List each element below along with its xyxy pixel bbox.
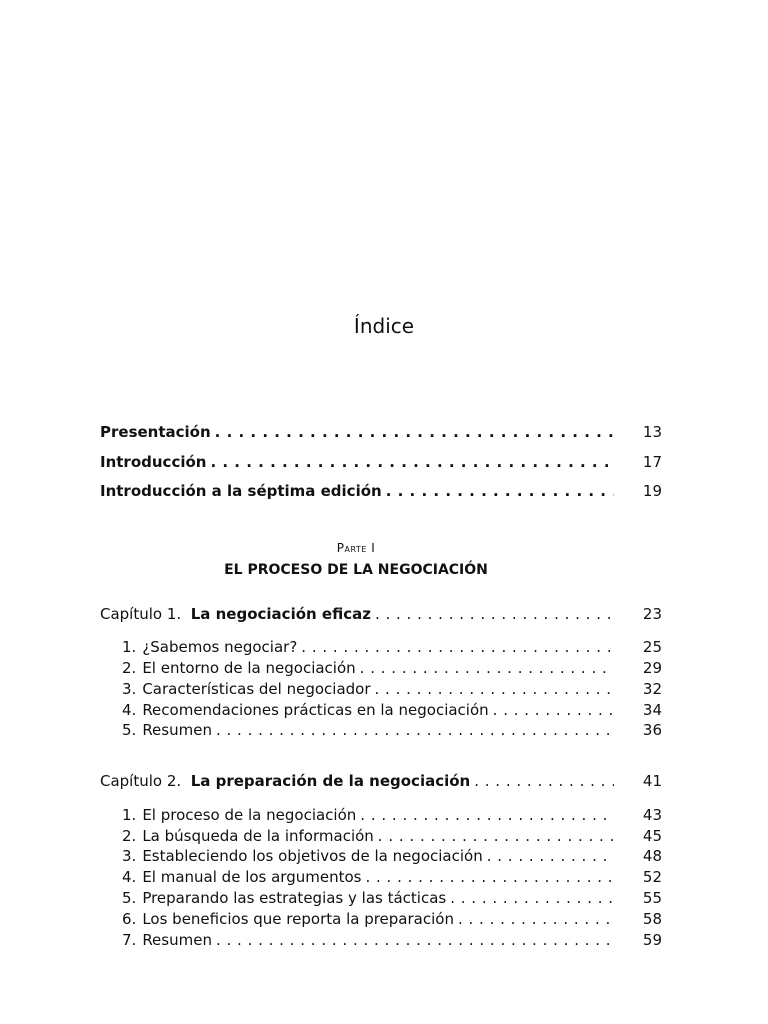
section-number: 3.	[122, 680, 137, 698]
toc-page-number: 41	[642, 772, 662, 790]
toc-section[interactable]	[100, 720, 662, 740]
toc-page-number: 17	[642, 453, 662, 471]
section-label: Los beneficios que reporta la preparación	[142, 910, 454, 928]
section-label: El entorno de la negociación	[142, 659, 356, 677]
section-label: El proceso de la negociación	[142, 806, 357, 824]
section-label: La búsqueda de la información	[142, 827, 374, 845]
toc-section-lead	[122, 846, 614, 866]
chapter-title: La negociación eficaz	[190, 605, 371, 623]
toc-section-lead	[122, 930, 614, 950]
toc-section-lead	[122, 888, 614, 908]
part-label: Parte I	[336, 541, 376, 555]
toc-entry-label: Introducción . . .	[100, 452, 614, 472]
section-label: Características del negociador	[142, 680, 371, 698]
toc-page-number: 55	[642, 889, 662, 907]
page-title: Índice	[353, 314, 415, 338]
section-label: Resumen	[142, 721, 212, 739]
chapter-prefix: Capítulo 2.	[100, 772, 182, 790]
section-number: 5.	[122, 721, 137, 739]
part-title: EL PROCESO DE LA NEGOCIACIÓN	[224, 562, 488, 578]
section-number: 3.	[122, 847, 137, 865]
section-number: 2.	[122, 827, 137, 845]
section-number: 5.	[122, 889, 137, 907]
section-label: Preparando las estrategias y las tácticas	[142, 889, 447, 907]
toc-page-number: 32	[642, 680, 662, 698]
toc-section-lead	[122, 658, 614, 678]
section-number: 1.	[122, 806, 137, 824]
section-number: 7.	[122, 931, 137, 949]
toc-section-lead	[122, 720, 614, 740]
toc-entry-introduccion-septima[interactable]	[100, 481, 662, 501]
toc-page-number: 59	[642, 931, 662, 949]
toc-page-number: 36	[642, 721, 662, 739]
toc-section-lead	[122, 637, 614, 657]
toc-page-number: 34	[642, 701, 662, 719]
toc-chapter-lead	[100, 771, 614, 791]
section-number: 4.	[122, 701, 137, 719]
toc-chapter-lead	[100, 604, 614, 624]
toc-section[interactable]	[100, 805, 662, 825]
toc-page-number: 19	[642, 482, 662, 500]
toc-chapter-2[interactable]	[100, 771, 662, 791]
toc-section-lead	[122, 826, 614, 846]
toc-page-number: 23	[642, 605, 662, 623]
section-number: 6.	[122, 910, 137, 928]
toc-page-number: 43	[642, 806, 662, 824]
toc-section-lead	[122, 867, 614, 887]
toc-section[interactable]	[100, 909, 662, 929]
toc-page-number: 58	[642, 910, 662, 928]
toc-entry-label: Presentación . . .	[100, 422, 614, 442]
section-label: ¿Sabemos negociar?	[142, 638, 298, 656]
section-label: El manual de los argumentos	[142, 868, 362, 886]
toc-section-lead	[122, 805, 614, 825]
chapter-title: La preparación de la negociación	[190, 772, 471, 790]
toc-section-lead	[122, 909, 614, 929]
toc-section[interactable]	[100, 679, 662, 699]
toc-page-number: 45	[642, 827, 662, 845]
toc-section[interactable]	[100, 826, 662, 846]
section-number: 4.	[122, 868, 137, 886]
section-label: Recomendaciones prácticas en la negociación	[142, 701, 489, 719]
toc-section[interactable]	[100, 846, 662, 866]
toc-page-number: 52	[642, 868, 662, 886]
toc-section[interactable]	[100, 658, 662, 678]
toc-section-lead	[122, 679, 614, 699]
toc-page-number: 25	[642, 638, 662, 656]
toc-section[interactable]	[100, 637, 662, 657]
toc-page-number: 29	[642, 659, 662, 677]
chapter-prefix: Capítulo 1.	[100, 605, 182, 623]
toc-section[interactable]	[100, 930, 662, 950]
toc-entry-label: Introducción a la séptima edición . . .	[100, 481, 614, 501]
toc-entry-presentacion[interactable]	[100, 422, 662, 442]
toc-section-lead	[122, 700, 614, 720]
toc-section[interactable]	[100, 700, 662, 720]
section-number: 1.	[122, 638, 137, 656]
toc-page-number: 48	[642, 847, 662, 865]
toc-section[interactable]	[100, 888, 662, 908]
toc-page-number: 13	[642, 423, 662, 441]
toc-chapter-1[interactable]	[100, 604, 662, 624]
toc-entry-introduccion[interactable]	[100, 452, 662, 472]
section-label: Estableciendo los objetivos de la negociación	[142, 847, 483, 865]
section-label: Resumen	[142, 931, 212, 949]
toc-section[interactable]	[100, 867, 662, 887]
section-number: 2.	[122, 659, 137, 677]
